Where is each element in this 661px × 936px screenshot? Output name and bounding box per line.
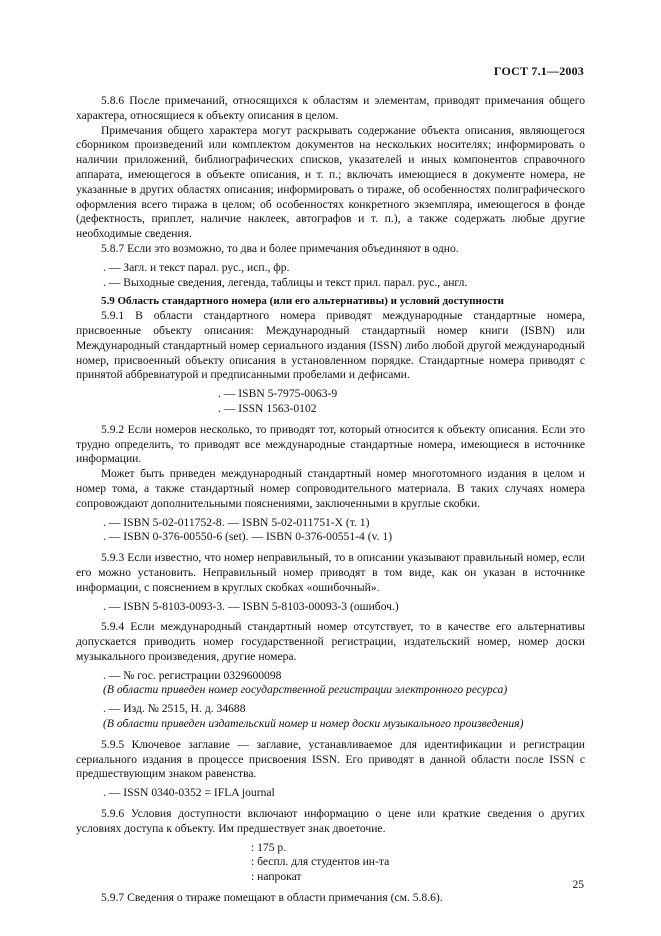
- paragraph-5-9-2: 5.9.2 Если номеров несколько, то приводят тот, который относится к объекту описания. Если это трудно определить, то приводят все международные стандартные номера, имеющиеся в источнике информации.: [76, 422, 585, 466]
- example-line: . — ISBN 5-8103-0093-3. — ISBN 5-8103-00093-3 (ошибоч.): [103, 599, 399, 613]
- example-line: : беспл. для студентов ин-та: [251, 855, 390, 869]
- example-line: : напрокат: [251, 870, 302, 884]
- page-body: [76, 94, 585, 906]
- paragraph-5-9-3: 5.9.3 Если известно, что номер неправильный, то в описании указывают правильный номер, если его можно установить. Неправильный номер приводят в том виде, как он указан в источнике информации, с пояснением в круглых скобках «ошибочный».: [76, 551, 585, 594]
- paragraph-5-9-5: 5.9.5 Ключевое заглавие — заглавие, устанавливаемое для идентификации и регистрации сериального издания в процессе присвоения ISSN. Его приводят в данной области после ISSN с предшествующим знаком равенства.: [76, 737, 585, 781]
- example-line: . — ISBN 5-02-011752-8. — ISBN 5-02-011751-X (т. 1): [103, 515, 370, 529]
- example-note: (В области приведен издательский номер и номер доски музыкального произведения): [103, 717, 524, 731]
- paragraph-5-9-7: 5.9.7 Сведения о тираже помещают в области примечания (см. 5.8.6).: [101, 891, 443, 905]
- example-line: . — ISBN 0-376-00550-6 (set). — ISBN 0-376-00551-4 (v. 1): [103, 530, 393, 544]
- example-line: . — № гос. регистрации 0329600098: [103, 668, 282, 682]
- paragraph-5-9-6: 5.9.6 Условия доступности включают информацию о цене или краткие сведения о других условиях доступа к объекту. Им предшествует знак двоеточие.: [76, 807, 585, 835]
- paragraph-5-9-1: 5.9.1 В области стандартного номера приводят международные стандартные номера, присвоенные объекту описания: Международный стандартный номер книги (ISBN) или Международный стандартный номер сериального издания (ISSN) либо любой другой международный номер, присвоенный объекту описания в установленном порядке. Стандартные номера приводят с принятой аббревиатурой и предписанными пробелами и дефисами.: [76, 309, 585, 382]
- paragraph-5-8-7: 5.8.7 Если это возможно, то два и более примечания объединяют в одно.: [101, 241, 459, 255]
- example-line: . — Выходные сведения, легенда, таблицы и текст прил. парал. рус., англ.: [103, 275, 468, 289]
- section-heading-5-9: 5.9 Область стандартного номера (или его альтернативы) и условий доступности: [101, 295, 505, 308]
- paragraph-general-notes: Примечания общего характера могут раскрывать содержание объекта описания, являющегося сборником произведений или комплектом документов на нескольких носителях; информировать о наличии приложений, библиографических списков, указателей и иных компонентов справочного аппарата, имеющегося в объекте описания, и т. п.; включать имеющиеся в документе номера, не указанные в других областях описания; информировать о тираже, об особенностях полиграфического оформления всего тиража в целом; об особенностях конкретного экземпляра, имеющегося в фонде (дефектность, приплет, наличие наклеек, автографов и т. п.), а также содержать любые другие необходимые сведения.: [76, 123, 585, 241]
- example-line: : 175 р.: [251, 840, 287, 854]
- example-line: . — Загл. и текст парал. рус., исп., фр.: [103, 260, 290, 274]
- example-line: . — ISBN 5-7975-0063-9: [218, 387, 338, 401]
- example-line: . — ISSN 0340-0352 = IFLA journal: [103, 786, 275, 800]
- example-line: . — Изд. № 2515, Н. д. 34688: [103, 702, 246, 716]
- page-number: 25: [572, 879, 584, 891]
- standard-code-header: ГОСТ 7.1—2003: [493, 64, 584, 78]
- example-line: . — ISSN 1563-0102: [218, 401, 317, 415]
- example-note: (В области приведен номер государственной регистрации электронного ресурса): [103, 683, 508, 697]
- paragraph-multivolume: Может быть приведен международный стандартный номер многотомного издания в целом и номер тома, а также стандартный номер сопроводительного материала. В таких случаях номера сопровождают дополнительными пояснениями, заключенными в круглые скобки.: [76, 467, 585, 510]
- paragraph-5-9-4: 5.9.4 Если международный стандартный номер отсутствует, то в качестве его альтернативы допускается приводить номер государственной регистрации, издательский номер, номер доски музыкального произведения, другие номера.: [76, 620, 585, 663]
- paragraph-5-8-6: 5.8.6 После примечаний, относящихся к областям и элементам, приводят примечания общего характера, относящиеся к объекту описания в целом.: [76, 94, 585, 122]
